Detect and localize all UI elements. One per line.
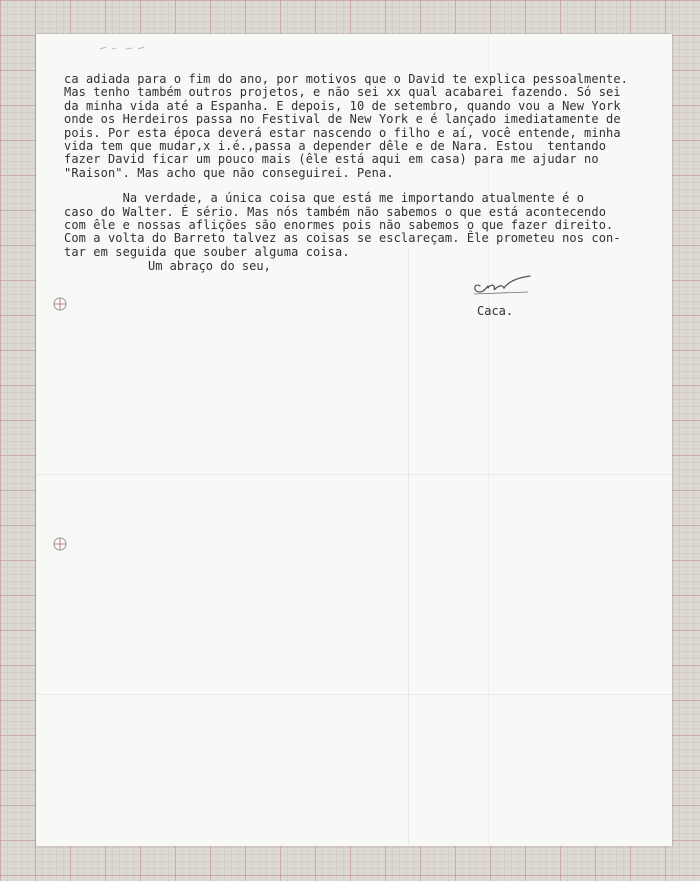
fold-crease (36, 694, 672, 695)
letter-page (36, 34, 672, 846)
text-line: da minha vida até a Espanha. E depois, 10 de setembro, quando vou a New York (64, 98, 621, 113)
signature-name: Caca. (477, 304, 514, 318)
text-line: Com a volta do Barreto talvez as coisas se esclareçam. Êle prometeu nos con- (64, 231, 621, 246)
punch-hole-mark (52, 536, 68, 552)
text-line: onde os Herdeiros passa no Festival de New York e é lançado imediatamente de (64, 112, 621, 127)
text-line: caso do Walter. É sério. Mas nós também não sabemos o que está acontecendo (64, 204, 607, 219)
fold-crease (408, 249, 409, 846)
paragraph-1 (64, 73, 669, 180)
text-line: com êle e nossas aflições são enormes pois não sabemos o que fazer direito. (64, 218, 614, 233)
tape-mark (98, 44, 146, 52)
letter-body (64, 73, 669, 259)
closing-line: Um abraço do seu, (148, 259, 271, 273)
text-line: vida tem que mudar,x i.é.,passa a depender dêle e de Nara. Estou tentando (64, 139, 607, 154)
text-line: pois. Por esta época deverá estar nascendo o filho e aí, você entende, minha (64, 125, 621, 140)
punch-hole-mark (52, 296, 68, 312)
text-line: "Raison". Mas acho que não conseguirei. Pena. (64, 165, 394, 180)
handwritten-signature (468, 272, 548, 300)
text-line: fazer David ficar um pouco mais (êle está aqui em casa) para me ajudar no (64, 152, 599, 167)
text-line: Mas tenho também outros projetos, e não sei xx qual acabarei fazendo. Só sei (64, 85, 621, 100)
text-line: Na verdade, a única coisa que está me importando atualmente é o (64, 191, 585, 206)
paragraph-2 (64, 192, 669, 259)
fold-crease (36, 474, 672, 475)
text-line: tar em seguida que souber alguma coisa. (64, 244, 350, 259)
text-line: ca adiada para o fim do ano, por motivos que o David te explica pessoalmente. (64, 72, 628, 86)
